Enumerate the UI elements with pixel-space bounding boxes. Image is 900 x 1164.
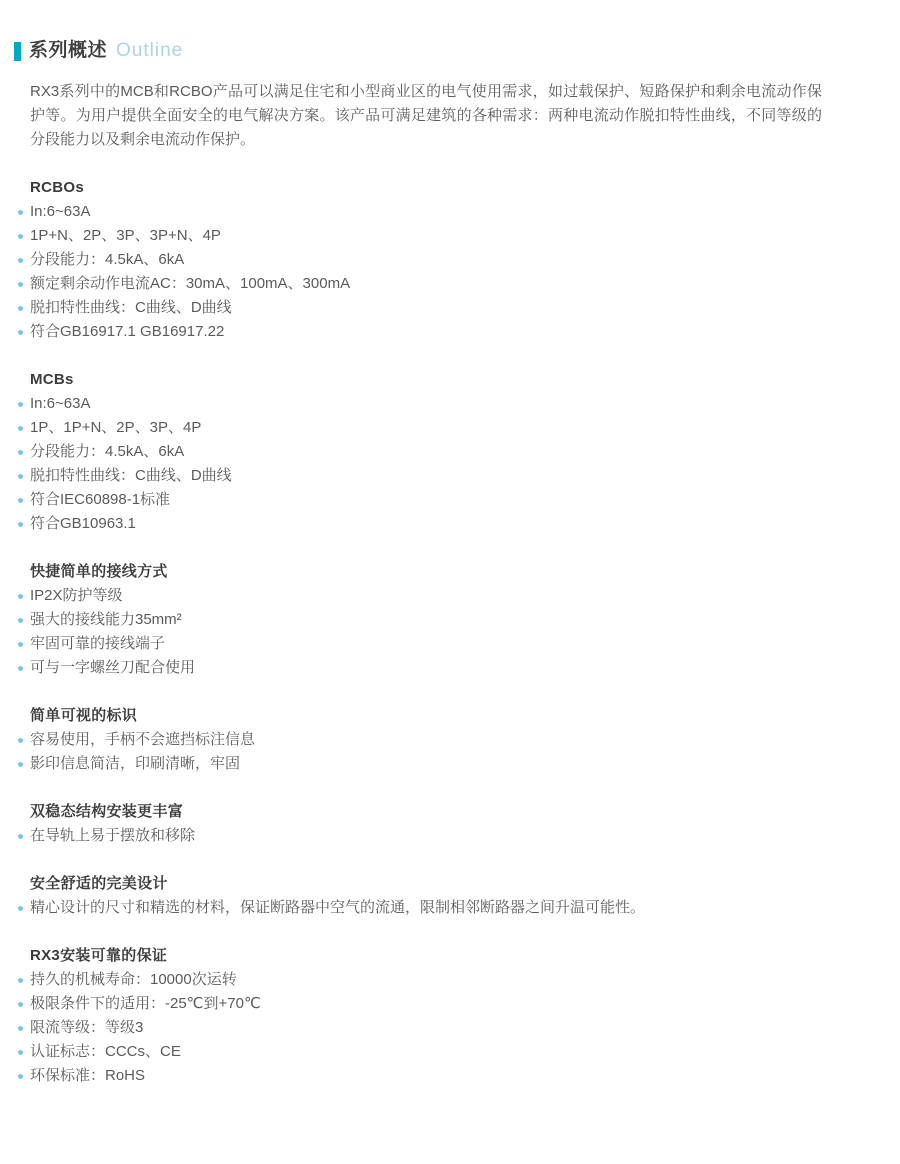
list-item [30, 584, 822, 608]
list-item [30, 992, 822, 1016]
bullet-icon [18, 1074, 23, 1079]
section-heading: RCBOs [30, 179, 85, 196]
feature-list [30, 584, 822, 680]
list-item-text: 额定剩余动作电流AC：30mA、100mA、300mA [30, 275, 351, 292]
list-item-text: 限流等级：等级3 [30, 1019, 144, 1036]
list-item [30, 440, 822, 464]
section-mcbs [30, 368, 822, 536]
list-item-text: 精心设计的尺寸和精选的材料，保证断路器中空气的流通，限制相邻断路器之间升温可能性。 [30, 899, 646, 916]
bullet-icon [18, 402, 23, 407]
section-heading: MCBs [30, 371, 74, 388]
section-bistable [30, 800, 822, 848]
bullet-icon [18, 1026, 23, 1031]
bullet-icon [18, 1002, 23, 1007]
bullet-icon [18, 258, 23, 263]
list-item [30, 824, 822, 848]
bullet-icon [18, 666, 23, 671]
bullet-icon [18, 474, 23, 479]
list-item-text: 在导轨上易于摆放和移除 [30, 827, 196, 844]
bullet-icon [18, 282, 23, 287]
list-item [30, 608, 822, 632]
bullet-icon [18, 906, 23, 911]
list-item-text: 牢固可靠的接线端子 [30, 635, 166, 652]
accent-bar [14, 42, 21, 61]
bullet-icon [18, 1050, 23, 1055]
page-title-en: Outline [116, 40, 184, 61]
section-heading: 简单可视的标识 [30, 707, 138, 724]
list-item [30, 968, 822, 992]
bullet-icon [18, 738, 23, 743]
list-item-text: 分段能力：4.5kA、6kA [30, 443, 185, 460]
list-item [30, 296, 822, 320]
list-item [30, 488, 822, 512]
list-item [30, 752, 822, 776]
intro-paragraph: RX3系列中的MCB和RCBO产品可以满足住宅和小型商业区的电气使用需求，如过载保护、短路保护和剩余电流动作保护等。为用户提供全面安全的电气解决方案。该产品可满足建筑的各种需求：两种电流动作脱扣特性曲线，不同等级的分段能力以及剩余电流动作保护。 [30, 83, 822, 148]
list-item [30, 656, 822, 680]
section-heading: 快捷简单的接线方式 [30, 563, 168, 580]
list-item [30, 248, 822, 272]
feature-list [30, 200, 822, 344]
bullet-icon [18, 618, 23, 623]
page-content [30, 80, 822, 1088]
list-item-text: 影印信息简洁，印刷清晰，牢固 [30, 755, 241, 772]
list-item [30, 512, 822, 536]
bullet-icon [18, 210, 23, 215]
bullet-icon [18, 978, 23, 983]
list-item-text: 符合GB16917.1 GB16917.22 [30, 323, 225, 340]
bullet-icon [18, 426, 23, 431]
list-item-text: 符合GB10963.1 [30, 515, 136, 532]
bullet-icon [18, 594, 23, 599]
feature-list [30, 824, 822, 848]
feature-list [30, 392, 822, 536]
bullet-icon [18, 522, 23, 527]
list-item [30, 1016, 822, 1040]
list-item-text: 1P、1P+N、2P、3P、4P [30, 419, 202, 436]
list-item [30, 224, 822, 248]
section-rcbos [30, 176, 822, 344]
list-item-text: 环保标准：RoHS [30, 1067, 146, 1084]
list-item-text: 符合IEC60898-1标准 [30, 491, 171, 508]
section-heading: RX3安装可靠的保证 [30, 947, 168, 964]
bullet-icon [18, 330, 23, 335]
section-rx3-guarantee [30, 944, 822, 1088]
list-item-text: 分段能力：4.5kA、6kA [30, 251, 185, 268]
list-item-text: 容易使用，手柄不会遮挡标注信息 [30, 731, 256, 748]
catalog-page [0, 40, 900, 1164]
list-item-text: 持久的机械寿命：10000次运转 [30, 971, 237, 988]
list-item [30, 1064, 822, 1088]
list-item [30, 416, 822, 440]
bullet-icon [18, 450, 23, 455]
list-item [30, 632, 822, 656]
list-item [30, 728, 822, 752]
list-item-text: 脱扣特性曲线：C曲线、D曲线 [30, 467, 232, 484]
section-header [14, 40, 900, 62]
section-heading: 双稳态结构安装更丰富 [30, 803, 184, 820]
list-item [30, 200, 822, 224]
list-item [30, 320, 822, 344]
section-wiring [30, 560, 822, 680]
list-item-text: 强大的接线能力35mm² [30, 611, 182, 628]
list-item [30, 464, 822, 488]
list-item-text: 脱扣特性曲线：C曲线、D曲线 [30, 299, 232, 316]
list-item [30, 392, 822, 416]
feature-list [30, 896, 822, 920]
feature-list [30, 728, 822, 776]
bullet-icon [18, 306, 23, 311]
list-item-text: 认证标志：CCCs、CE [30, 1043, 181, 1060]
bullet-icon [18, 642, 23, 647]
bullet-icon [18, 834, 23, 839]
section-marking [30, 704, 822, 776]
list-item-text: 极限条件下的适用：-25℃到+70℃ [30, 995, 261, 1012]
bullet-icon [18, 762, 23, 767]
list-item-text: In:6~63A [30, 203, 91, 220]
feature-list [30, 968, 822, 1088]
bullet-icon [18, 498, 23, 503]
list-item [30, 1040, 822, 1064]
list-item-text: In:6~63A [30, 395, 91, 412]
section-heading: 安全舒适的完美设计 [30, 875, 168, 892]
bullet-icon [18, 234, 23, 239]
list-item-text: 可与一字螺丝刀配合使用 [30, 659, 196, 676]
page-title-zh: 系列概述 [29, 40, 108, 61]
section-safety-design [30, 872, 822, 920]
list-item [30, 272, 822, 296]
list-item-text: IP2X防护等级 [30, 587, 123, 604]
list-item-text: 1P+N、2P、3P、3P+N、4P [30, 227, 221, 244]
list-item [30, 896, 822, 920]
